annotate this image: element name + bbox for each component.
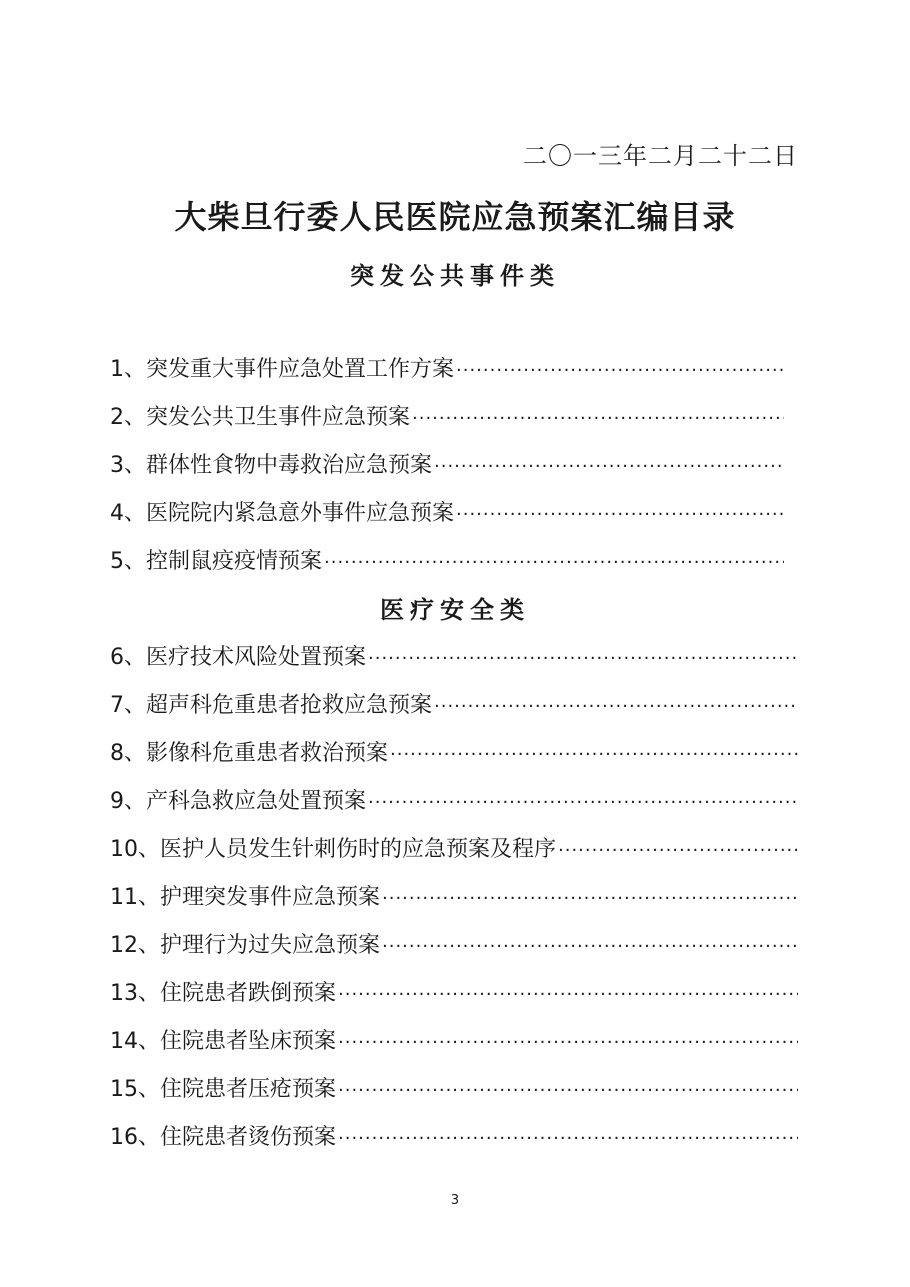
- toc-entry-number: 7、: [110, 693, 146, 718]
- document-date: 二〇一三年二月二十二日: [523, 142, 798, 170]
- page-number: 3: [450, 1193, 460, 1208]
- toc-entry: [110, 496, 784, 544]
- toc-entry: [110, 784, 798, 832]
- toc-entry-title: 控制鼠疫疫情预案: [146, 549, 323, 574]
- toc-list-public-emergencies: [110, 352, 784, 592]
- toc-entry-title: 产科急救应急处置预案: [146, 789, 367, 814]
- toc-entry: [110, 400, 784, 448]
- toc-entry-number: 4、: [110, 501, 146, 526]
- document-title: 大柴旦行委人民医院应急预案汇编目录: [174, 198, 736, 236]
- dot-leader: [412, 401, 784, 437]
- toc-list-medical-safety: [110, 640, 798, 1168]
- toc-entry: [110, 976, 798, 1024]
- dot-leader: [558, 833, 798, 869]
- dot-leader: [390, 737, 798, 773]
- toc-entry-title: 突发公共卫生事件应急预案: [146, 405, 411, 430]
- dot-leader: [434, 449, 784, 485]
- toc-entry-number: 11、: [110, 885, 160, 910]
- dot-leader: [338, 1121, 798, 1157]
- dot-leader: [338, 1073, 798, 1109]
- toc-entry-number: 3、: [110, 453, 146, 478]
- toc-entry: [110, 640, 798, 688]
- dot-leader: [382, 929, 798, 965]
- toc-entry-title: 医疗技术风险处置预案: [146, 645, 367, 670]
- dot-leader: [338, 1025, 798, 1061]
- toc-entry: [110, 928, 798, 976]
- toc-entry-title: 住院患者跌倒预案: [160, 981, 337, 1006]
- toc-entry: [110, 688, 798, 736]
- dot-leader: [368, 785, 798, 821]
- toc-entry-title: 超声科危重患者抢救应急预案: [146, 693, 433, 718]
- toc-entry-title: 住院患者压疮预案: [160, 1077, 337, 1102]
- dot-leader: [368, 641, 798, 677]
- toc-entry-number: 10、: [110, 837, 160, 862]
- toc-entry: [110, 1120, 798, 1168]
- section-heading-medical-safety: 医疗安全类: [380, 596, 530, 624]
- toc-entry: [110, 1072, 798, 1120]
- toc-entry: [110, 544, 784, 592]
- toc-entry-number: 5、: [110, 549, 146, 574]
- toc-entry-title: 住院患者坠床预案: [160, 1029, 337, 1054]
- toc-entry-number: 13、: [110, 981, 160, 1006]
- toc-entry-title: 医护人员发生针刺伤时的应急预案及程序: [160, 837, 557, 862]
- dot-leader: [456, 353, 784, 389]
- toc-entry-number: 14、: [110, 1029, 160, 1054]
- dot-leader: [382, 881, 798, 917]
- toc-entry: [110, 880, 798, 928]
- dot-leader: [338, 977, 798, 1013]
- toc-entry-title: 护理突发事件应急预案: [160, 885, 381, 910]
- toc-entry-number: 15、: [110, 1077, 160, 1102]
- toc-entry-number: 8、: [110, 741, 146, 766]
- toc-entry: [110, 448, 784, 496]
- toc-entry: [110, 832, 798, 880]
- dot-leader: [324, 545, 784, 581]
- section-heading-public-emergencies: 突发公共事件类: [350, 262, 560, 290]
- toc-entry-number: 9、: [110, 789, 146, 814]
- toc-entry-number: 2、: [110, 405, 146, 430]
- toc-entry-number: 16、: [110, 1125, 160, 1150]
- toc-entry-title: 突发重大事件应急处置工作方案: [146, 357, 455, 382]
- dot-leader: [434, 689, 798, 725]
- dot-leader: [456, 497, 784, 533]
- toc-entry-title: 医院院内紧急意外事件应急预案: [146, 501, 455, 526]
- toc-entry-number: 6、: [110, 645, 146, 670]
- toc-entry-number: 12、: [110, 933, 160, 958]
- toc-entry-title: 护理行为过失应急预案: [160, 933, 381, 958]
- toc-entry: [110, 736, 798, 784]
- toc-entry: [110, 1024, 798, 1072]
- toc-entry-title: 住院患者烫伤预案: [160, 1125, 337, 1150]
- toc-entry-number: 1、: [110, 357, 146, 382]
- toc-entry-title: 群体性食物中毒救治应急预案: [146, 453, 433, 478]
- toc-entry: [110, 352, 784, 400]
- toc-entry-title: 影像科危重患者救治预案: [146, 741, 389, 766]
